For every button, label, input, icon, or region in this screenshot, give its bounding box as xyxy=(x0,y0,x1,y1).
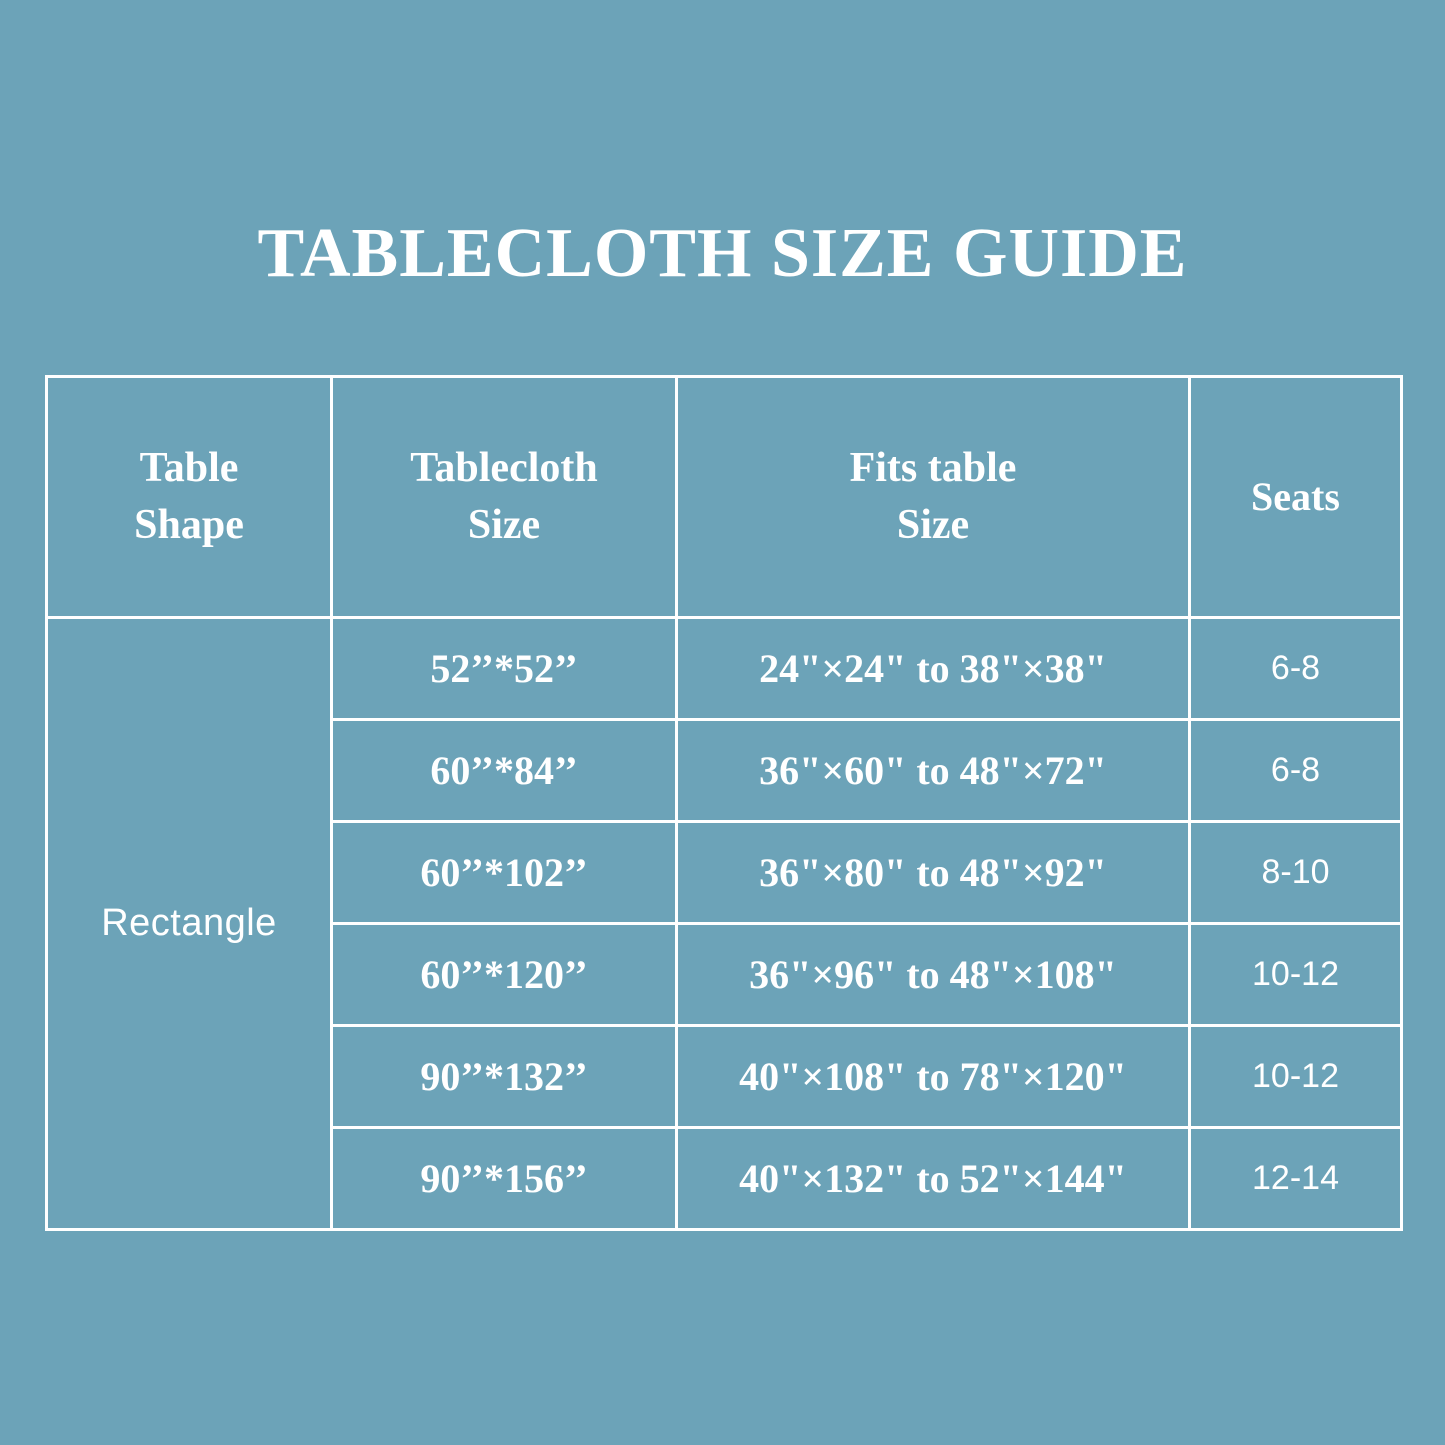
size-table-container xyxy=(45,375,1400,1231)
cell-seats: 10-12 xyxy=(1190,1026,1402,1128)
page-title: TABLECLOTH SIZE GUIDE xyxy=(257,215,1188,292)
cell-fits-table-size: 36"×96" to 48"×108" xyxy=(677,924,1190,1026)
header-tablecloth-size-line2: Size xyxy=(467,502,541,548)
cell-table-shape-rectangle: Rectangle xyxy=(47,618,332,1230)
header-table-shape-line2: Shape xyxy=(134,502,244,548)
cell-seats: 6-8 xyxy=(1190,618,1402,720)
cell-fits-table-size: 24"×24" to 38"×38" xyxy=(677,618,1190,720)
cell-tablecloth-size: 60’’*102’’ xyxy=(332,822,677,924)
header-fits-table-size xyxy=(677,377,1190,618)
header-tablecloth-size xyxy=(332,377,677,618)
header-table-shape xyxy=(47,377,332,618)
cell-seats: 8-10 xyxy=(1190,822,1402,924)
cell-seats: 10-12 xyxy=(1190,924,1402,1026)
cell-fits-table-size: 36"×80" to 48"×92" xyxy=(677,822,1190,924)
cell-tablecloth-size: 60’’*84’’ xyxy=(332,720,677,822)
cell-tablecloth-size: 60’’*120’’ xyxy=(332,924,677,1026)
cell-tablecloth-size: 90’’*156’’ xyxy=(332,1128,677,1230)
cell-fits-table-size: 40"×132" to 52"×144" xyxy=(677,1128,1190,1230)
cell-tablecloth-size: 52’’*52’’ xyxy=(332,618,677,720)
cell-tablecloth-size: 90’’*132’’ xyxy=(332,1026,677,1128)
tablecloth-size-table xyxy=(45,375,1403,1231)
cell-seats: 6-8 xyxy=(1190,720,1402,822)
header-fits-table-size-line2: Size xyxy=(896,502,970,548)
header-seats: Seats xyxy=(1190,377,1402,618)
cell-fits-table-size: 36"×60" to 48"×72" xyxy=(677,720,1190,822)
table-row xyxy=(47,618,1402,720)
header-tablecloth-size-line1: Tablecloth xyxy=(410,445,598,492)
cell-fits-table-size: 40"×108" to 78"×120" xyxy=(677,1026,1190,1128)
header-table-shape-line1: Table xyxy=(139,445,239,492)
table-header-row xyxy=(47,377,1402,618)
cell-seats: 12-14 xyxy=(1190,1128,1402,1230)
header-fits-table-size-line1: Fits table xyxy=(849,445,1017,492)
